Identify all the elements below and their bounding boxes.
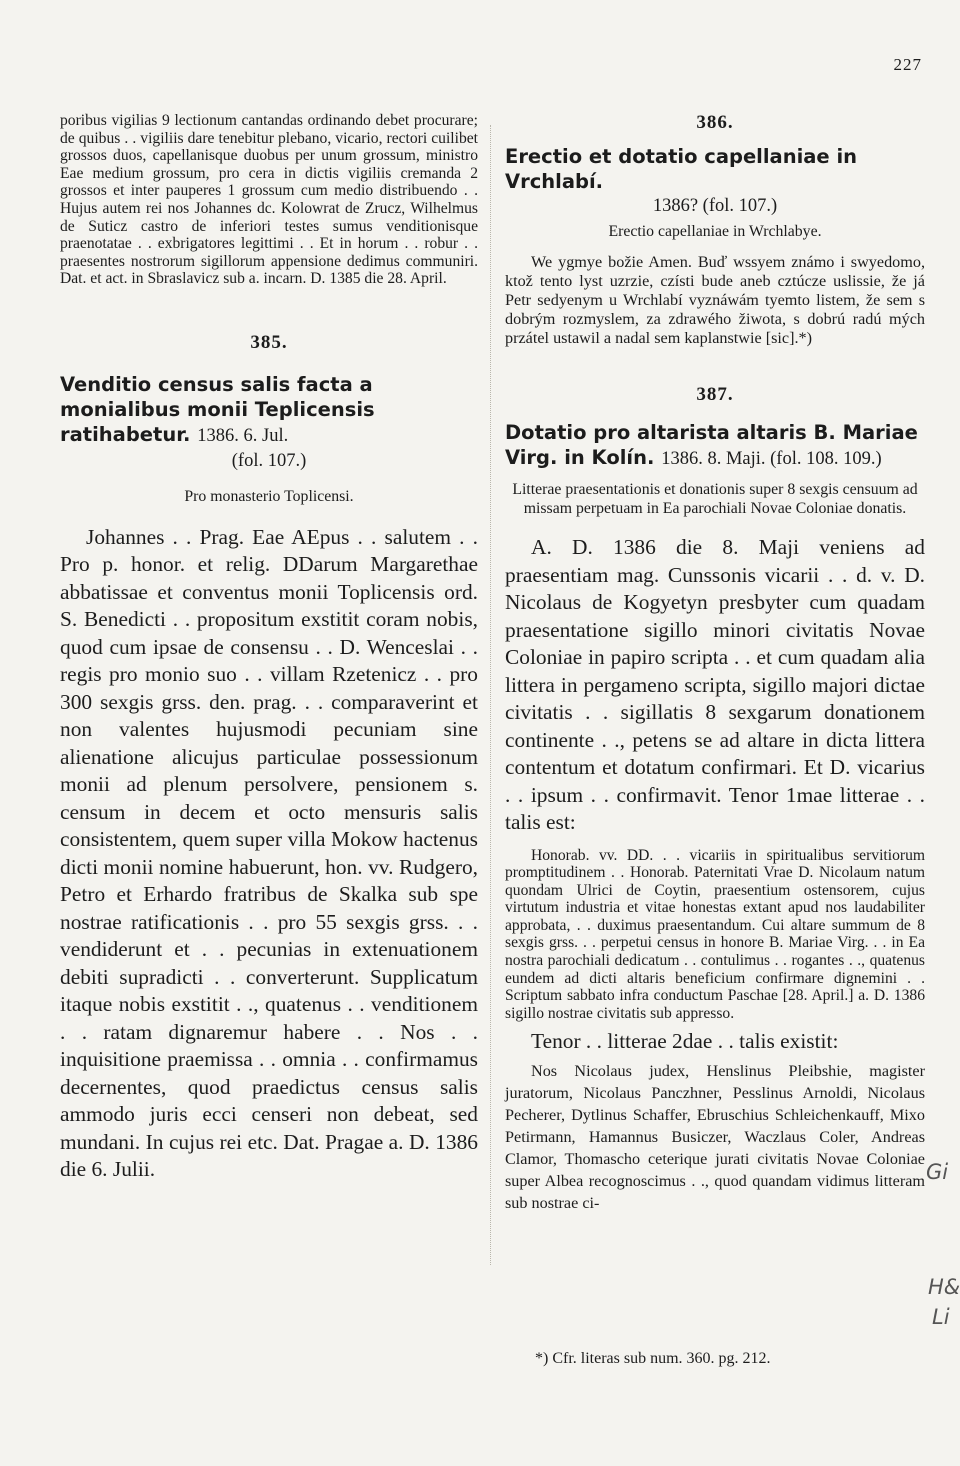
doc-text: We ygmye božie Amen. Buď wssyem známo i swyedomo, ktož tento lyst uzrzie, czísti bude aneb cztúcze uslissie, že já Petr sedyenym u Wrchlabí vyznáwám tyemto listem, že sem s dobrým rozmyslem, za zdrawého žiwota, s dobrú radú mých przátel ustawil a nadal sem kaplanstwie [sic].*): [505, 253, 925, 347]
doc-subtitle: Litterae praesentationis et donationis super 8 sexgis censuum ad missam perpetuam in Ea parochiali Novae Coloniae donatis.: [512, 481, 918, 517]
doc-fol: (fol. 107.): [231, 450, 307, 471]
doc-387: [505, 384, 925, 1214]
margin-note-2: H&: [928, 1275, 960, 1299]
right-column: [505, 112, 925, 1214]
doc-title-text: Dotatio pro altarista altaris B. Mariae Virg. in Kolín.: [505, 421, 918, 469]
doc-title-date: 1386. 8. Maji. (fol. 108. 109.): [661, 449, 882, 469]
doc-subtitle: Pro monasterio Toplicensi.: [184, 487, 354, 505]
doc-title-date: 1386. 6. Jul.: [197, 425, 289, 446]
doc-number: 386.: [696, 112, 734, 133]
doc-tenor-2: Tenor . . litterae 2dae . . talis existit:: [531, 1029, 839, 1054]
doc-number: 385.: [250, 331, 288, 353]
doc-title: [505, 420, 925, 472]
doc-text: Johannes . . Prag. Eae AEpus . . salutem . . Pro p. honor. et relig. DDarum Margarethae abbatissae et conventus monii Toplicensis ord. S. Benedicti . . propositum exstitit coram nobis, quod cum ipsae de consensu . . D. Wenceslai . . regis pro monio suo . . villam Rzetenicz . . pro 300 sexgis grss. den. prag. . . comparaverint et non valentes hujusmodi pecuniam sine alienatione alicujus particulae possessionum monii ad plenum persolvere, pensionem s. censum in decem et octo mensuris salis consistentem, quem super villa Mokow hactenus dicti monii nomine habuerunt, hon. vv. Rudgero, Petro et Erhardo fratribus de Skalka sub spe nostrae ratificationis . . pro 55 sexgis grss. . . vendiderunt et . . pecunias in extenuationem debiti supradicti . . converterunt. Supplicatum itaque nobis exstitit . ., quatenus . . venditionem . . ratam dignaremur habere . . Nos . . inquisitione praemissa . . omnia . . confirmamus decernentes, quod praedictus census salis ammodo juris ecci censeri non debeat, sed mundani. In cujus rei etc. Dat. Pragae a. D. 1386 die 6. Julii.: [60, 524, 478, 1182]
margin-note-1: Gi: [926, 1160, 949, 1184]
doc-quote-2: Nos Nicolaus judex, Henslinus Pleibshie, magister juratorum, Nicolaus Panczhner, Pesslinus Arnoldi, Nicolaus Pecherer, Dytlinus Schaffer, Ebruschius Schleichenkauff, Mixo Petirmann, Hamannus Busiczer, Waczlaus Coler, Andreas Clamor, Thomascho ceterique jurati civitatis Novae Coloniae super Albea recognoscimus . ., quod quandam vidimus litteram sub nostrae ci-: [505, 1061, 925, 1212]
footnote: *) Cfr. literas sub num. 360. pg. 212.: [535, 1350, 771, 1367]
column-divider: [490, 125, 491, 1265]
doc-386: [505, 112, 925, 348]
doc-title: Erectio et dotatio capellaniae in Vrchlabí.: [505, 145, 858, 193]
page-number: 227: [893, 55, 922, 74]
left-column: [60, 112, 478, 1184]
doc-title: [60, 372, 478, 449]
doc-385: [60, 332, 478, 1184]
doc-title-text: Venditio census salis facta a monialibus monii Teplicensis ratihabetur.: [60, 372, 375, 446]
left-top-paragraph: poribus vigilias 9 lectionum cantandas ordinando debet procurare; de quibus . . vigiliis dare tenebitur plebano, vicario, rectori cuilibet grossos duos, capellanisque duobus per unum grossum, ministro Eae medium grossum, pro cera in dictis vigiliis cremanda 2 grossos et inter pauperes 1 grossum cum medio distribuendo . . Hujus autem rei nos Johannes dc. Kolowrat de Zrucz, Wilhelmus de Suticz castro de inferiori testes sumus venditionisque praenotatae . . exbrigatores legittimi . . Et in horum . . robur . . praesentes nostrorum sigillorum appensione dedimus communiri. Dat. et act. in Sbraslavicz sub a. incarn. D. 1385 die 28. April.: [60, 112, 478, 288]
doc-subtitle: Erectio capellaniae in Wrchlabye.: [608, 223, 822, 240]
doc-number: 387.: [696, 384, 734, 405]
doc-fol: 1386? (fol. 107.): [652, 196, 778, 216]
doc-quote-1: Honorab. vv. DD. . . vicariis in spiritualibus servitiorum promptitudinem . . Honorab. Paternitati Vrae D. Nicolaum natum quondam Ulrici de Coytin, praesentium ostensorem, cujus virtutum industria et vitae honestas extant apud nos laudabiliter approbata, . . duximus praesentandum. Cui altare summum de 8 sexgis grss. . . perpetui census in honore B. Mariae Virg. . . in Ea nostra parochiali dedicatum . . contulimus . . rogantes . ., quatenus eundem ad dicti altaris beneficium confirmare dignemini . . Scriptum sabbato infra conductum Paschae [28. April.] a. D. 1386 sigillo nostrae civitatis sub appresso.: [505, 846, 925, 1022]
margin-note-3: Li: [932, 1305, 950, 1329]
doc-text: A. D. 1386 die 8. Maji veniens ad praesentiam mag. Cunssonis vicarii . . d. v. D. Nicolaus de Kogyetyn presbyter cum quadam praesentatione sigillo minori civitatis Novae Coloniae in papiro scripta . . et cum quadam alia littera in pergameno scripta, sigillo majori dictae civitatis . . sigillatis 8 sexgarum donationem continente . ., petens se ad altare in dicta littera contentum et dotatum confirmari. Et D. vicarius . . ipsum . . confirmavit. Tenor 1mae litterae . . talis est:: [505, 535, 925, 834]
